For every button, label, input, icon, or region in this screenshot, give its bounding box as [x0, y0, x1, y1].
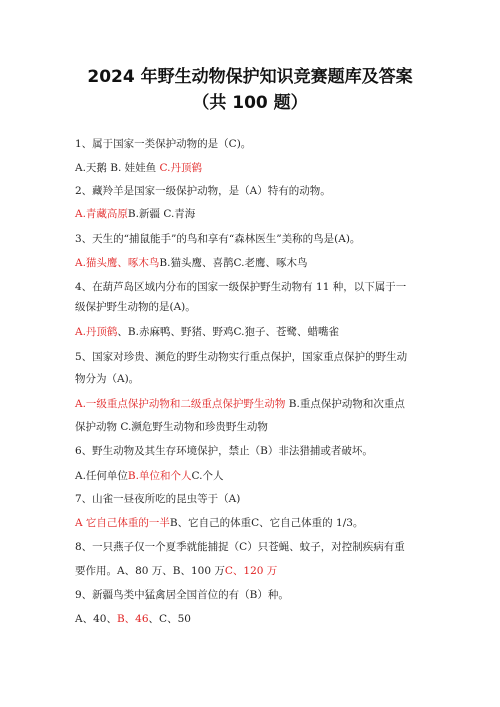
- text-line: [75, 516, 435, 530]
- text-line: [75, 137, 435, 151]
- text-segment: 7、山雀一昼夜所吃的昆虫等于（A): [75, 493, 241, 505]
- answer-highlight: C.丹顶鹤: [159, 162, 202, 174]
- answer-highlight: A.猫头鹰、啄木鸟: [75, 257, 160, 269]
- text-line: [75, 300, 435, 314]
- text-segment: A.任何单位: [75, 470, 128, 482]
- answer-highlight: A.一级重点保护动物和二级重点保护野生动物: [75, 398, 286, 410]
- text-segment: 4、在葫芦岛区域内分布的国家一级保护野生动物有 11 种，以下属于一: [75, 281, 407, 293]
- text-segment: C.个人: [191, 470, 224, 482]
- text-line: [75, 612, 435, 626]
- text-segment: 2、藏羚羊是国家一级保护动物，是（A）特有的动物。: [75, 185, 331, 197]
- text-segment: B、它自己的体重C、它自己体重的 1/3。: [169, 517, 364, 529]
- answer-highlight: C、120 万: [224, 565, 278, 577]
- text-line: [75, 372, 435, 386]
- text-segment: 8、一只燕子仅一个夏季就能捕捉（C）只苍蝇、蚊子，对控制疾病有重: [75, 541, 405, 553]
- text-segment: 5、国家对珍贵、濒危的野生动物实行重点保护，国家重点保护的野生动: [75, 351, 408, 363]
- text-line: [75, 161, 435, 175]
- text-segment: A.天鹅 B. 娃娃鱼: [75, 162, 160, 174]
- text-line: [75, 397, 435, 411]
- text-line: [75, 588, 435, 602]
- text-segment: B.猫头鹰、喜鹊C.老鹰、啄木鸟: [159, 257, 308, 269]
- text-line: [75, 564, 435, 578]
- answer-highlight: B、46: [116, 613, 149, 625]
- text-segment: 、C、50: [148, 613, 191, 625]
- answer-highlight: A.青藏高原: [75, 208, 128, 220]
- text-line: [75, 540, 435, 554]
- text-line: [75, 280, 435, 294]
- text-line: [75, 325, 435, 339]
- text-segment: 1、属于国家一类保护动物的是（C)。: [75, 138, 252, 150]
- document-subtitle: （共 100 题）: [192, 93, 308, 113]
- text-line: [75, 207, 435, 221]
- text-line: [75, 469, 435, 483]
- text-line: [75, 256, 435, 270]
- answer-highlight: A 它自己体重的一半: [75, 517, 170, 529]
- text-line: [75, 184, 435, 198]
- text-line: [75, 492, 435, 506]
- text-line: [75, 232, 435, 246]
- text-segment: B.新疆 C.青海: [127, 208, 196, 220]
- text-segment: A、40、: [75, 613, 117, 625]
- text-segment: 3、天生的“捕鼠能手”的鸟和享有“森林医生”美称的鸟是(A)。: [75, 233, 361, 245]
- text-segment: 物分为（A)。: [75, 373, 140, 385]
- text-segment: 级保护野生动物的是(A)。: [75, 301, 196, 313]
- answer-highlight: B.单位和个人: [127, 470, 192, 482]
- text-segment: 保护动物 C.濒危野生动物和珍贵野生动物: [75, 421, 268, 433]
- text-line: [75, 350, 435, 364]
- text-segment: 、B.赤麻鸭、野猪、野鸡C.狍子、苍鹭、蜡嘴雀: [117, 326, 339, 338]
- text-line: [75, 444, 435, 458]
- text-segment: 要作用。A、80 万、B、100 万: [75, 565, 225, 577]
- text-segment: B.重点保护动物和次重点: [285, 398, 405, 410]
- text-segment: 9、新疆鸟类中猛禽居全国首位的有（B）种。: [75, 589, 289, 601]
- document-title: 2024 年野生动物保护知识竞赛题库及答案: [87, 67, 413, 87]
- text-segment: 6、野生动物及其生存环境保护，禁止（B）非法猎捕或者破坏。: [75, 445, 373, 457]
- text-line: [75, 420, 435, 434]
- answer-highlight: A.丹顶鹤: [75, 326, 118, 338]
